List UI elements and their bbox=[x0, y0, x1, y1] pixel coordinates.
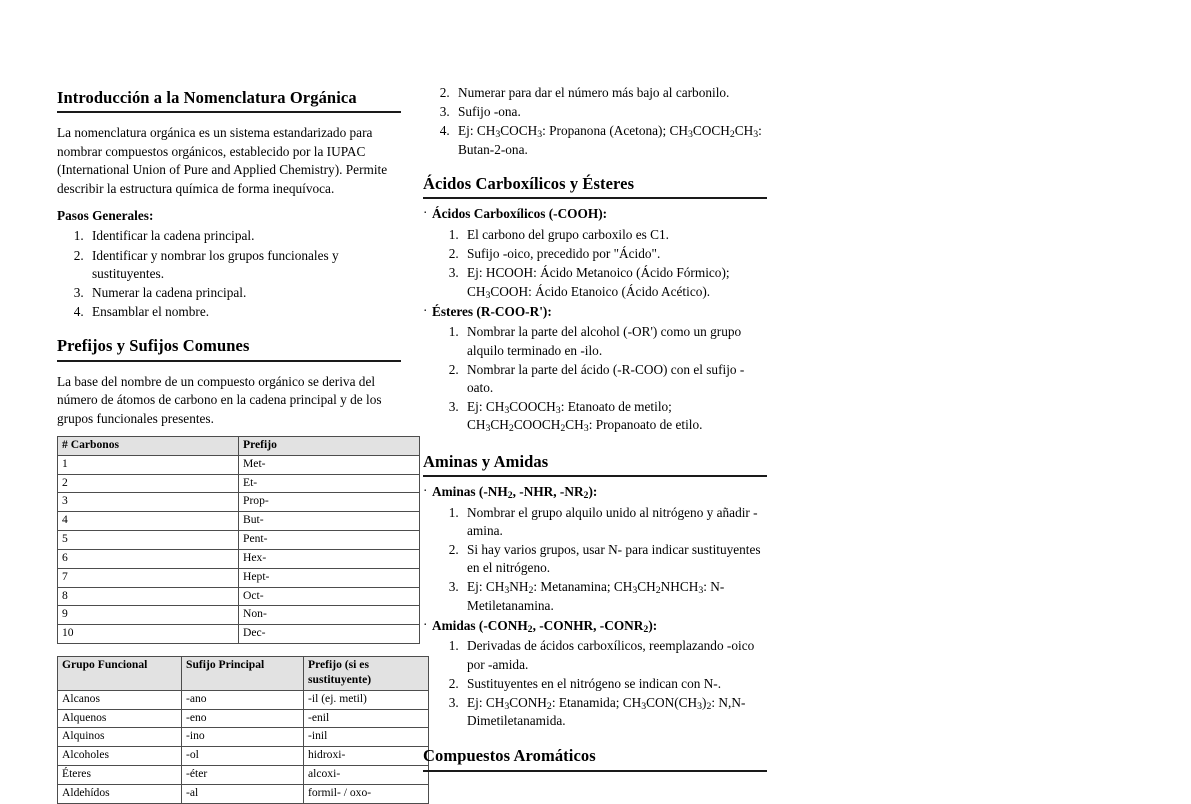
table-row bbox=[58, 606, 420, 625]
list-item: 1. Identificar la cadena principal. bbox=[87, 227, 401, 245]
cell: Hept- bbox=[239, 568, 420, 587]
list-item: 1. El carbono del grupo carboxilo es C1. bbox=[462, 226, 767, 244]
cell: Pent- bbox=[239, 531, 420, 550]
list-item: 3. Ej: $CH_3NH_2$: Metanamina; $CH_3CH_2NHCH_3$: N-Metiletanamina. bbox=[462, 578, 767, 614]
cell: Hex- bbox=[239, 549, 420, 568]
cell: 4 bbox=[58, 512, 239, 531]
cell: hidroxi- bbox=[304, 747, 429, 766]
list-item: 2. Identificar y nombrar los grupos funcionales y sustituyentes. bbox=[87, 247, 401, 283]
bullet-icon: · bbox=[423, 302, 428, 318]
subheading-pasos-generales: Pasos Generales: bbox=[57, 207, 154, 223]
table-row bbox=[58, 625, 420, 644]
list-item: 2. Si hay varios grupos, usar N- para indicar sustituyentes en el nitrógeno. bbox=[462, 541, 767, 577]
list-steps bbox=[432, 226, 767, 301]
table-grupos-funcionales bbox=[57, 656, 429, 804]
list-item: 3. Ej: HCOOH: Ácido Metanoico (Ácido Fórmico); $CH_3COOH$: Ácido Etanoico (Ácido Acético). bbox=[462, 264, 767, 300]
list-item: 1. Nombrar el grupo alquilo unido al nitrógeno y añadir -amina. bbox=[462, 504, 767, 540]
table-row bbox=[58, 690, 429, 709]
cell: -inil bbox=[304, 728, 429, 747]
spacer bbox=[57, 113, 401, 124]
bullet-group-amidas bbox=[423, 617, 767, 731]
table-row bbox=[58, 531, 420, 550]
group-label: Amidas ($-CONH_2$, -CONHR, $-CONR_2$): bbox=[432, 617, 658, 635]
cell: Met- bbox=[239, 455, 420, 474]
spacer bbox=[423, 732, 767, 746]
cell: Oct- bbox=[239, 587, 420, 606]
bullet-icon: · bbox=[423, 616, 428, 632]
cell: -éter bbox=[182, 766, 304, 785]
list-item: 4. Ej: $CH_3COCH_3$: Propanona (Acetona); $CH_3COCH_2CH_3$: Butan-2-ona. bbox=[453, 122, 767, 158]
right-column bbox=[423, 85, 767, 766]
table-row bbox=[58, 568, 420, 587]
list-item: 4. Ensamblar el nombre. bbox=[87, 303, 401, 321]
list-steps bbox=[432, 637, 767, 730]
table-row bbox=[58, 587, 420, 606]
list-item: 2. Sufijo -oico, precedido por "Ácido". bbox=[462, 245, 767, 263]
left-column bbox=[57, 88, 401, 799]
column-header: # Carbonos bbox=[58, 436, 239, 455]
cell: -al bbox=[182, 784, 304, 803]
cell: -il (ej. metil) bbox=[304, 690, 429, 709]
bullet-group-acidos-carboxilicos bbox=[423, 205, 767, 300]
cell: alcoxi- bbox=[304, 766, 429, 785]
spacer bbox=[57, 362, 401, 373]
table-body bbox=[58, 690, 429, 803]
column-header: Sufijo Principal bbox=[182, 657, 304, 691]
bullet-group-esteres bbox=[423, 303, 767, 435]
cell: Éteres bbox=[58, 766, 182, 785]
prefijos-paragraph: La base del nombre de un compuesto orgánico se deriva del número de átomos de carbono en la cadena principal y de los grupos funcionales presentes. bbox=[57, 373, 382, 426]
table-row bbox=[58, 784, 429, 803]
cell: 7 bbox=[58, 568, 239, 587]
group-list-aminas bbox=[423, 483, 767, 730]
list-item: 2. Numerar para dar el número más bajo al carbonilo. bbox=[453, 84, 767, 102]
cell: 8 bbox=[58, 587, 239, 606]
cell: Alquinos bbox=[58, 728, 182, 747]
list-item: 2. Sustituyentes en el nitrógeno se indican con N-. bbox=[462, 675, 767, 693]
spacer bbox=[423, 160, 767, 174]
group-label: Ésteres (R-COO-R'): bbox=[432, 303, 552, 319]
group-list-acidos bbox=[423, 205, 767, 434]
table-body bbox=[58, 455, 420, 643]
cell: Dec- bbox=[239, 625, 420, 644]
list-steps bbox=[432, 504, 767, 615]
cell: 1 bbox=[58, 455, 239, 474]
group-label: Aminas ($-NH_2$, -NHR, $-NR_2$): bbox=[432, 484, 598, 502]
bullet-group-aminas bbox=[423, 483, 767, 615]
spacer bbox=[57, 322, 401, 336]
column-header: Prefijo bbox=[239, 436, 420, 455]
cell: 2 bbox=[58, 474, 239, 493]
spacer bbox=[423, 437, 767, 452]
table-header-row bbox=[58, 657, 429, 691]
intro-paragraph: La nomenclatura orgánica es un sistema estandarizado para nombrar compuestos orgánicos, establecido por la IUPAC (International Union of Pure and Applied Chemistry). Permite describir la estructura química de forma inequívoca. bbox=[57, 125, 388, 196]
table-row bbox=[58, 709, 429, 728]
list-item: 2. Nombrar la parte del ácido (-R-COO) con el sufijo -oato. bbox=[462, 361, 767, 397]
cell: Alcoholes bbox=[58, 747, 182, 766]
list-pasos-generales bbox=[57, 227, 401, 321]
cell: 5 bbox=[58, 531, 239, 550]
table-row bbox=[58, 747, 429, 766]
list-item: 3. Ej: $CH_3CONH_2$: Etanamida; $CH_3CON(CH_3)_2$: N,N-Dimetiletanamida. bbox=[462, 694, 767, 730]
cell: Et- bbox=[239, 474, 420, 493]
cell: Aldehídos bbox=[58, 784, 182, 803]
cell: But- bbox=[239, 512, 420, 531]
section-heading-acidos-esteres: Ácidos Carboxílicos y Ésteres bbox=[423, 174, 767, 199]
section-heading-aminas-amidas: Aminas y Amidas bbox=[423, 452, 767, 477]
cell: 10 bbox=[58, 625, 239, 644]
cell: -ol bbox=[182, 747, 304, 766]
spacer bbox=[57, 198, 401, 207]
list-item: 1. Nombrar la parte del alcohol (-OR') como un grupo alquilo terminado en -ilo. bbox=[462, 323, 767, 359]
cell: -ano bbox=[182, 690, 304, 709]
section-heading-introduccion: Introducción a la Nomenclatura Orgánica bbox=[57, 88, 401, 113]
table-row bbox=[58, 728, 429, 747]
list-item: 3. Numerar la cadena principal. bbox=[87, 284, 401, 302]
list-cetonas-continuacion bbox=[423, 84, 767, 159]
table-row bbox=[58, 766, 429, 785]
bullet-icon: · bbox=[423, 205, 428, 221]
table-prefijos-carbonos bbox=[57, 436, 420, 644]
group-label: Ácidos Carboxílicos (-COOH): bbox=[432, 206, 608, 222]
table-header-row bbox=[58, 436, 420, 455]
cell: Alquenos bbox=[58, 709, 182, 728]
list-steps bbox=[432, 323, 767, 434]
table-row bbox=[58, 474, 420, 493]
cell: 3 bbox=[58, 493, 239, 512]
cell: -ino bbox=[182, 728, 304, 747]
cell: formil- / oxo- bbox=[304, 784, 429, 803]
section-heading-compuestos-aromaticos: Compuestos Aromáticos bbox=[423, 746, 767, 771]
cell: -enil bbox=[304, 709, 429, 728]
column-header: Prefijo (si es sustituyente) bbox=[304, 657, 429, 691]
cell: 9 bbox=[58, 606, 239, 625]
cell: -eno bbox=[182, 709, 304, 728]
table-row bbox=[58, 549, 420, 568]
table-row bbox=[58, 512, 420, 531]
cell: Alcanos bbox=[58, 690, 182, 709]
cell: Prop- bbox=[239, 493, 420, 512]
cell: 6 bbox=[58, 549, 239, 568]
section-heading-prefijos: Prefijos y Sufijos Comunes bbox=[57, 336, 401, 361]
list-item: 3. Ej: $CH_3COOCH_3$: Etanoato de metilo; $CH_3CH_2COOCH_2CH_3$: Propanoato de etilo. bbox=[462, 398, 767, 434]
list-item: 3. Sufijo -ona. bbox=[453, 103, 767, 121]
list-item: 1. Derivadas de ácidos carboxílicos, reemplazando -oico por -amida. bbox=[462, 637, 767, 673]
table-row bbox=[58, 493, 420, 512]
cell: Non- bbox=[239, 606, 420, 625]
column-header: Grupo Funcional bbox=[58, 657, 182, 691]
bullet-icon: · bbox=[423, 483, 428, 498]
table-row bbox=[58, 455, 420, 474]
